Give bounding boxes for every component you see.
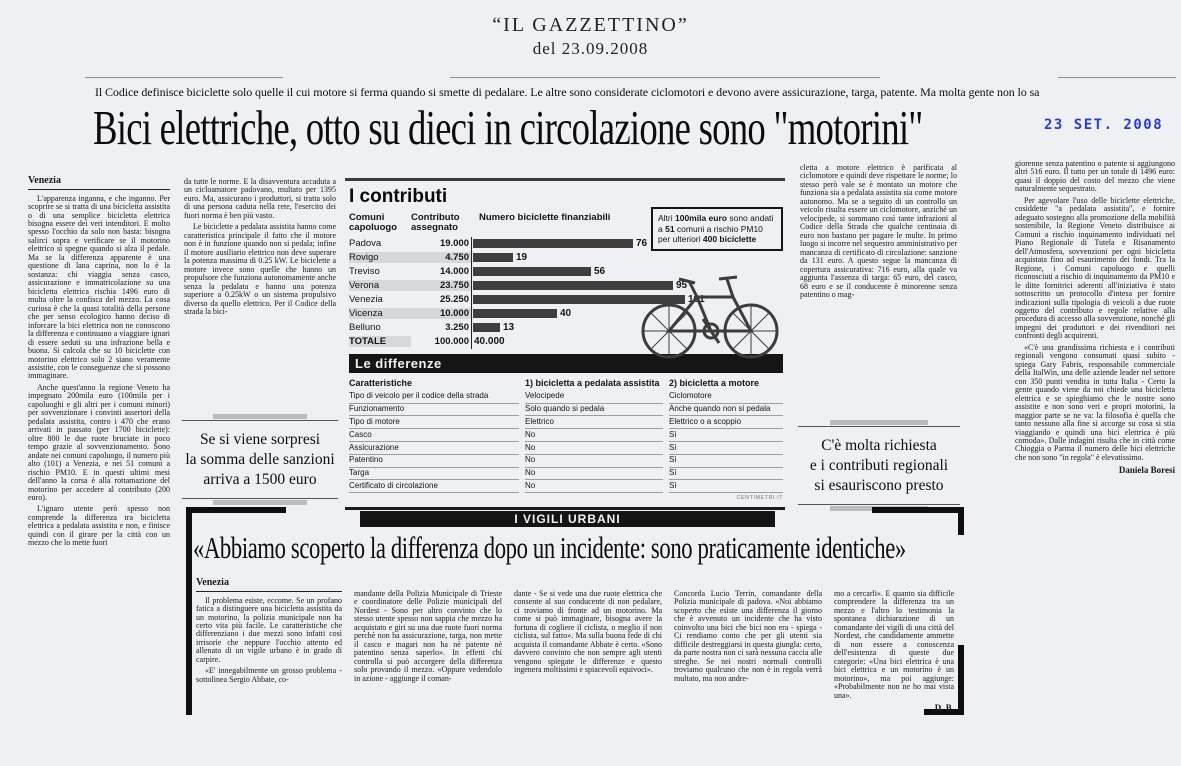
diff-cell: Ciclomotore (669, 391, 783, 404)
pull-quote-line: si esauriscono presto (814, 477, 944, 495)
note-bold: 400 biciclette (702, 234, 757, 245)
article-paragraph: L'ignaro utente però spesso non comprende la differenza tra bicicletta elettrica a pedalata assistita e non, e finisce quindi con il girare per la città con un mezzo che lo mette fuori (28, 504, 170, 548)
vigili-column-1 (196, 578, 342, 748)
bar-value-label: 40 (560, 308, 572, 320)
article-paragraph: Il problema esiste, eccome. Se un profano fatica a distinguere una bicicletta assistita da un motorino, la polizia municipale non ha certo vita più facile. Le caratteristiche che differenziano i due mezzi sono infatti così irrisorie che neppure l'occhio attento ed allenato di un vigile urbano è in grado di carpire. (196, 595, 342, 664)
corner-bracket-bottom-right-vertical (958, 645, 964, 715)
note-text: Altri (658, 213, 675, 223)
diff-cell: Assicurazione (349, 442, 519, 455)
row-label: Verona (349, 280, 411, 291)
bicycle-icon (635, 259, 785, 361)
chart-header-contributo: Contributo assegnato (411, 212, 460, 233)
row-value: 14.000 (439, 266, 469, 278)
note-bold: 100mila euro (675, 213, 727, 223)
article-dateline: Venezia (28, 176, 170, 190)
scan-smudge (830, 420, 927, 425)
row-value: 25.250 (439, 294, 469, 306)
diff-cell: Targa (349, 468, 519, 481)
top-rule-left (85, 77, 283, 78)
newspaper-title: “IL GAZZETTINO” (492, 14, 689, 36)
infographic-credit: CENTIMETRI.IT (736, 495, 783, 502)
row-label: Treviso (349, 266, 380, 278)
article-paragraph: cletta a motore elettrico è parificata al ciclomotore e quindi deve rispettare le norme; lo stesso però vale se è montato un motore che funziona sia a pedalata assistita sia come motore autonomo. Ma se a seguito di un controllo un veicolo risulta essere un ciclomotore, anzichè un velocipede, si sommano così tante infrazioni al Codice della Strada che qualche centinaia di euro non bastano per pagare le multe. In primo luogo si incorre nel sequestro amministrativo per mancanza di certificato di circolazione: sanzione da 131 euro. A questo segue la mancanza di copertura assicurativa: 716 euro, alla quale va aggiunta l'assenza di targa: 65 euro, del casco, 68 euro e se il conducente è minorenne senza patentino o mag- (800, 164, 957, 300)
bar-value-label: 56 (594, 266, 606, 278)
diff-cell: Tipo di veicolo per il codice della strada (349, 391, 519, 404)
scan-smudge (213, 500, 307, 505)
pull-quote-line: arriva a 1500 euro (203, 471, 317, 489)
diff-cell: Elettrico o a scoppio (669, 416, 783, 429)
article-paragraph: L'apparenza inganna, e che inganno. Per scoprire se si tratta di una bicicletta assistita o di una semplice bicicletta elettrica bisogna essere dei veri intenditori. E molto spesso l'occhio da solo non basta: bisogna salirci sopra e verificare se il motorino elettrico si spegne quando si alza il pedale. Ma se la differenza apparente è una questione di lana caprina, non lo è la sostanza: chi viaggia senza casco, assicurazione e immatricolazione su una bicicletta elettrica rischia 1496 euro di multa oltre la confisca del mezzo. La cosa curiosa è che la quasi totalità della persone che per senso ecologico hanno deciso di inforcare la bici elettrica non ne conoscono la differenza e continuano a viaggiare ignari di essere seduti su una infrazione bella e buona. Si calcola che su 10 biciclette con motorino elettrico solo 2 siano veramente assistite, con le conseguenze che si possono immaginare. (28, 193, 170, 381)
pull-quote-sanctions (182, 420, 338, 499)
diff-cell: Sì (669, 442, 783, 455)
pm10-note-box (651, 207, 783, 251)
bar-value-label: 13 (503, 322, 515, 334)
vigili-column-5 (834, 590, 954, 758)
bar (473, 267, 591, 276)
masthead-date: del 23.09.2008 (532, 39, 649, 58)
differenze-section-bar: Le differenze (349, 354, 783, 373)
diff-cell: No (525, 429, 663, 442)
bar-value-label: 19 (516, 252, 528, 264)
article-byline: Daniela Boresi (1118, 465, 1175, 476)
article-column-3 (800, 164, 957, 420)
pull-quote-line: Se si viene sorpresi (199, 431, 321, 448)
row-label: Rovigo (349, 252, 411, 263)
row-value: 23.750 (411, 280, 471, 291)
vigili-column-3 (514, 590, 662, 750)
corner-bracket-left-vertical (186, 507, 192, 715)
row-label: Venezia (349, 294, 383, 306)
diff-header: Caratteristiche (349, 377, 413, 388)
article-paragraph: Le biciclette a pedalata assistita hanno come caratteristica principale il fatto che il motore non è in funzione quando non si pedala; infine il motore ausiliario elettrico non deve superare la potenza massima di 0.25 kW. Le biciclette a motore invece sono quelle che hanno un propulsore che funziona autonomamente anche senza la pedalata e hanno una potenza superiore a 0.25kW o un sistema propulsivo diverso da quello elettrico. Per il Codice della strada la bici- (184, 222, 336, 317)
corner-bracket-top-right-arm (958, 507, 964, 535)
diff-header: 2) bicicletta a motore (669, 377, 760, 388)
date-stamp: 23 SET. 2008 (1044, 117, 1164, 133)
row-value: 19.000 (439, 238, 469, 250)
vigili-headline: «Abbiamo scoperto la differenza dopo un incidente: sono praticamente identiche» (193, 530, 906, 565)
total-contributo: 100.000 (434, 336, 469, 348)
diff-cell: Funzionamento (349, 404, 519, 417)
article-column-1 (28, 176, 170, 668)
article-paragraph: «E' innegabilmente un grosso problema - sottolinea Sergio Abbate, co- (196, 666, 342, 684)
masthead (0, 14, 1181, 59)
diff-cell: No (525, 455, 663, 468)
article-paragraph: mandante della Polizia Municipale di Trieste e coordinatore delle Polizie municipali del Nordest - Sono per altro convinto che lo stesso utente spesso non sappia che mezzo ha acquistato e giri su una due ruote fuori norma perchè non ha assicurazione, targa, non mette il casco e magari non ha nè patente nè patentino senza saperlo». In effetti chi controlla si può accorgere della differenza solo provando il mezzo. «Oppure vedendolo in azione - aggiunge il coman- (354, 590, 502, 683)
diff-cell: Sì (669, 468, 783, 481)
top-rule-middle (450, 77, 880, 78)
vigili-column-2 (354, 590, 502, 750)
diff-cell: Sì (669, 480, 783, 493)
diff-cell: Tipo di motore (349, 416, 519, 429)
note-text: comuni a rischio PM10 per ulteriori (658, 223, 763, 245)
kicker-line: Il Codice definisce biciclette solo quelle il cui motore si ferma quando si smette di pedalare. Le altre sono considerate ciclomotori e devono avere assicurazione, targa, patente. Ma molta gente non lo sa (95, 85, 1040, 99)
diff-cell: Casco (349, 429, 519, 442)
bar (473, 323, 500, 332)
diff-cell: No (525, 442, 663, 455)
chart-header-comuni: Comuni capoluogo (349, 212, 398, 233)
scan-smudge (213, 414, 307, 419)
total-bikes: 40.000 (474, 336, 505, 348)
pull-quote-contributi (798, 426, 960, 505)
bar-value-label: 95 (676, 280, 688, 292)
vigili-column-4 (674, 590, 822, 750)
vigili-dateline: Venezia (196, 578, 342, 592)
total-label: TOTALE (349, 336, 411, 347)
diff-cell: Sì (669, 455, 783, 468)
bar (473, 253, 513, 262)
pull-quote-line: la somma delle sanzioni (185, 451, 335, 469)
row-label: Vicenza (349, 308, 411, 319)
infographic-title: I contributi (349, 186, 448, 207)
diff-cell: Patentino (349, 455, 519, 468)
row-label: Belluno (349, 322, 381, 334)
article-paragraph: da tutte le norme. È la disavventura accaduta a un cicloamatore padovano, multato per 1395 euro. Ma, assicurano i produttori, si tratta solo di una persona caduta nella rete, l'esercito dei fuori norma è ben più vasto. (184, 178, 336, 220)
row-value: 3.250 (445, 322, 469, 334)
row-value: 4.750 (411, 252, 471, 263)
main-headline: Bici elettriche, otto su dieci in circolazione sono "motorini" (93, 100, 923, 155)
diff-cell: Velocipede (525, 391, 663, 404)
infographic-contributi (345, 178, 785, 510)
diff-header: 1) bicicletta a pedalata assistita (525, 377, 660, 388)
article-column-2 (184, 178, 336, 412)
article-paragraph: «C'è una grandissima richiesta e i contributi regionali vengono consumati quasi subito - spiega Gary Fabris, responsabile commerciale della ItalWin, una delle aziende leader nel settore con 350 punti vendita in tutta Italia - Certo la gente quando viene da noi chiede una bicicletta elettrica e se spieghiamo che le nostre sono assistite e non sono veri e propri motorini, la maggior parte se ne va: la filosofia è quella che tanto nessuno alla fine si accorge su cosa si stia viaggiando e quindi una bici elettrica è più comoda». Dalle indagini risulta che in città come Chioggia o Parma il numero delle bici elettriche che non sono "in regola" è elevatissimo. (1015, 342, 1175, 462)
diff-cell: Elettrico (525, 416, 663, 429)
corner-bracket-top-left (186, 507, 286, 513)
bar-value-label: 76 (636, 238, 648, 250)
article-paragraph: mo a cercarli». E quanto sia difficile comprendere la differenza tra un mezzo e l'altro lo testimonia la spontanea dichiarazione di un comandante dei vigili di una città del Nordest, che candidamente ammette di non essere a conoscenza dell'esistenza di queste due categorie: «Una bici elettrica è una bici elettrica e un motorino è un motorino», ma poi aggiunge: «Probabilmente non ne ho mai vista una». (834, 590, 954, 700)
pull-quote-line: C'è molta richiesta (821, 437, 937, 454)
article-paragraph: Anche quest'anno la regione Veneto ha impegnato 200mila euro (100mila per i capoluoghi e gli altri per i comuni minori) per sovvenzionare i convinti assertori della pedalata assistita, contro i 470 che erano arrivati in passato (per 1700 biciclette): oltre 800 le due ruote bruciate in poco tempo grazie al sovvenzionamento. Sono andate nei comuni capoluogo, il numero più alto (101) a Venezia, e nei 51 comuni a rischio PM10. E in questi ultimi mesi dell'anno la corsa è alla rottamazione del motorino per accedere al contributo (200 euro). (28, 382, 170, 502)
diff-cell: Certificato di circolazione (349, 480, 519, 493)
vigili-section-label: I VIGILI URBANI (360, 511, 775, 527)
bar-value-label: 101 (688, 294, 705, 306)
article-paragraph: Concorda Lucio Terrin, comandante della Polizia municipale di padova. «Noi abbiamo scoperto che esiste una differenza il giorno che è avvenuto un incidente che ha visto coinvolto una bici che bici non era - spiega - Ci rendiamo conto che per gli utenti sia difficile destreggiarsi in questa giungla: certo, da parte nostra non ci sarà nessuna caccia alle streghe. Se nei nostri normali controlli troviamo qualcuno che non è in regola verrà multato, ma non andre- (674, 590, 822, 683)
diff-cell: No (525, 468, 663, 481)
article-paragraph: dante - Se si vede una due ruote elettrica che consente al suo conducente di non pedalare, ci troviamo di fronte ad un motorino. Ma come si può immaginare, bisogna avere la fortuna di cogliere il ciclista, o meglio il non ciclista, sul fatto». Ma sulla buona fede di chi acquista il comandante Abbate è certo. «Sono davvero convinto che non sempre agli utenti vengono spiegate le differenze e questo ingenera moltissimi e spiacevoli equivoci». (514, 590, 662, 675)
diff-cell: No (525, 480, 663, 493)
corner-bracket-top-right (872, 507, 964, 513)
diff-cell: Anche quando non si pedala (669, 404, 783, 417)
bar (473, 239, 633, 248)
top-rule-right (1058, 77, 1176, 78)
chart-header-bikes: Numero biciclette finanziabili (479, 212, 611, 223)
note-text: sono andati a (658, 213, 774, 234)
differenze-table (349, 376, 783, 493)
pull-quote-line: e i contributi regionali (809, 457, 949, 475)
diff-cell: Solo quando si pedala (525, 404, 663, 417)
article-column-4 (1015, 160, 1175, 756)
vigili-byline: D. B. (934, 703, 954, 714)
article-paragraph: Per agevolare l'uso delle biciclette elettriche, cosiddette "a pedalata assistita", e fornire adeguato sostegno alla promozione della mobilità sostenibile, la Regione Veneto distribuisce ai Comuni a rischio inquinamento individuati nel Piano Regionale di Tutela e Risanamento dell'Atmosfera, sovvenzioni per ogni bicicletta acquistata fino ad esaurimento dei fondi. Tra la Regione, i Comuni capoluogo e quelli riconosciuti a rischio di inquinamento da PM10 e le ditte fornitrici aderenti all'iniziativa è stato sottoscritto un protocollo d'intesa per fornire indicazioni sulla tipologia di veicoli a due ruote oggetto del contributo e regole relative alla procedura di accesso alla sovvenzione, nonché gli impegni dei produttori e dei rivenditori nei confronti degli acquirenti. (1015, 195, 1175, 341)
row-value: 10.000 (411, 308, 471, 319)
row-label: Padova (349, 238, 382, 250)
note-bold: 51 (665, 223, 675, 234)
bar (473, 309, 557, 318)
article-paragraph: giorenne senza patentino o patente si aggiungono altri 516 euro. Il tutto per un totale di 1496 euro: quasi il doppio del costo del mezzo che viene naturalmente sequestrato. (1015, 160, 1175, 194)
diff-cell: Sì (669, 429, 783, 442)
